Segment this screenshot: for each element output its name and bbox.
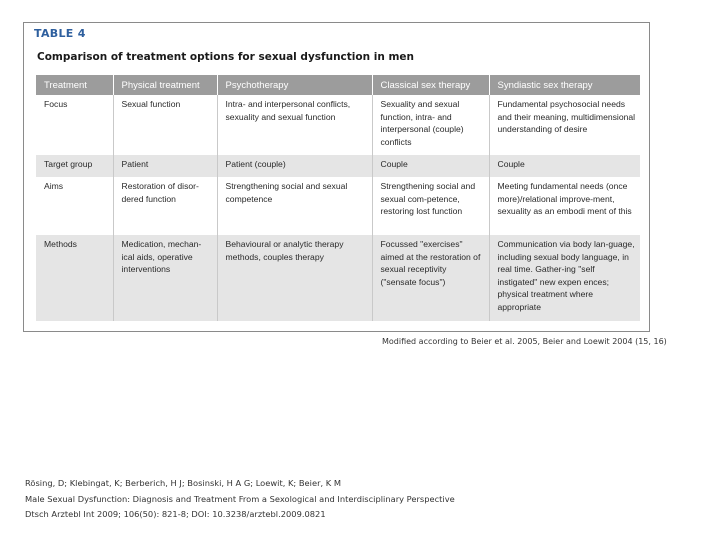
- comparison-table: [36, 75, 640, 321]
- table-cell: Fundamental psychosocial needs and their meaning, multidimensional understanding of desire: [489, 95, 640, 155]
- row-label: Aims: [36, 177, 113, 235]
- header-physical-treatment: Physical treatment: [113, 75, 217, 95]
- table-figure: [23, 22, 650, 332]
- table-cell: Couple: [372, 155, 489, 177]
- table-row-focus: [36, 95, 640, 155]
- table-row-methods: [36, 235, 640, 321]
- table-cell: Patient: [113, 155, 217, 177]
- table-cell: Patient (couple): [217, 155, 372, 177]
- header-classical-sex-therapy: Classical sex therapy: [372, 75, 489, 95]
- table-cell: Sexuality and sexual function, intra- and interpersonal (couple) conflicts: [372, 95, 489, 155]
- table-header-row: [36, 75, 640, 95]
- row-label: Methods: [36, 235, 113, 321]
- header-psychotherapy: Psychotherapy: [217, 75, 372, 95]
- citation-journal: Dtsch Arztebl Int 2009; 106(50): 821-8; DOI: 10.3238/arztebl.2009.0821: [25, 509, 326, 519]
- header-syndiastic-sex-therapy: Syndiastic sex therapy: [489, 75, 640, 95]
- header-treatment: Treatment: [36, 75, 113, 95]
- table-cell: Medication, mechan-ical aids, operative interventions: [113, 235, 217, 321]
- citation-authors: Rösing, D; Klebingat, K; Berberich, H J; Bosinski, H A G; Loewit, K; Beier, K M: [25, 478, 341, 488]
- table-cell: Strengthening social and sexual com-petence, restoring lost function: [372, 177, 489, 235]
- table-cell: Restoration of disor-dered function: [113, 177, 217, 235]
- table-cell: Communication via body lan-guage, including sexual body language, in real time. Gather-ing "self instigated" new expen ences; physical treatment where appropriate: [489, 235, 640, 321]
- citation: [25, 476, 455, 523]
- table-row-aims: [36, 177, 640, 235]
- row-label: Focus: [36, 95, 113, 155]
- row-label: Target group: [36, 155, 113, 177]
- table-cell: Intra- and interpersonal conflicts, sexuality and sexual function: [217, 95, 372, 155]
- table-label: TABLE 4: [34, 27, 86, 40]
- table-cell: Behavioural or analytic therapy methods, couples therapy: [217, 235, 372, 321]
- source-note: Modified according to Beier et al. 2005, Beier and Loewit 2004 (15, 16): [382, 337, 667, 346]
- table-row-target-group: [36, 155, 640, 177]
- table-cell: Sexual function: [113, 95, 217, 155]
- table-cell: Meeting fundamental needs (once more)/relational improve-ment, sexuality as an embodi ment of this: [489, 177, 640, 235]
- table-title: Comparison of treatment options for sexual dysfunction in men: [37, 51, 415, 63]
- table-cell: Strengthening social and sexual competence: [217, 177, 372, 235]
- citation-title: Male Sexual Dysfunction: Diagnosis and Treatment From a Sexological and Interdisciplinary Perspective: [25, 493, 455, 504]
- table-cell: Couple: [489, 155, 640, 177]
- table-cell: Focussed "exercises" aimed at the restoration of sexual receptivity ("sensate focus"): [372, 235, 489, 321]
